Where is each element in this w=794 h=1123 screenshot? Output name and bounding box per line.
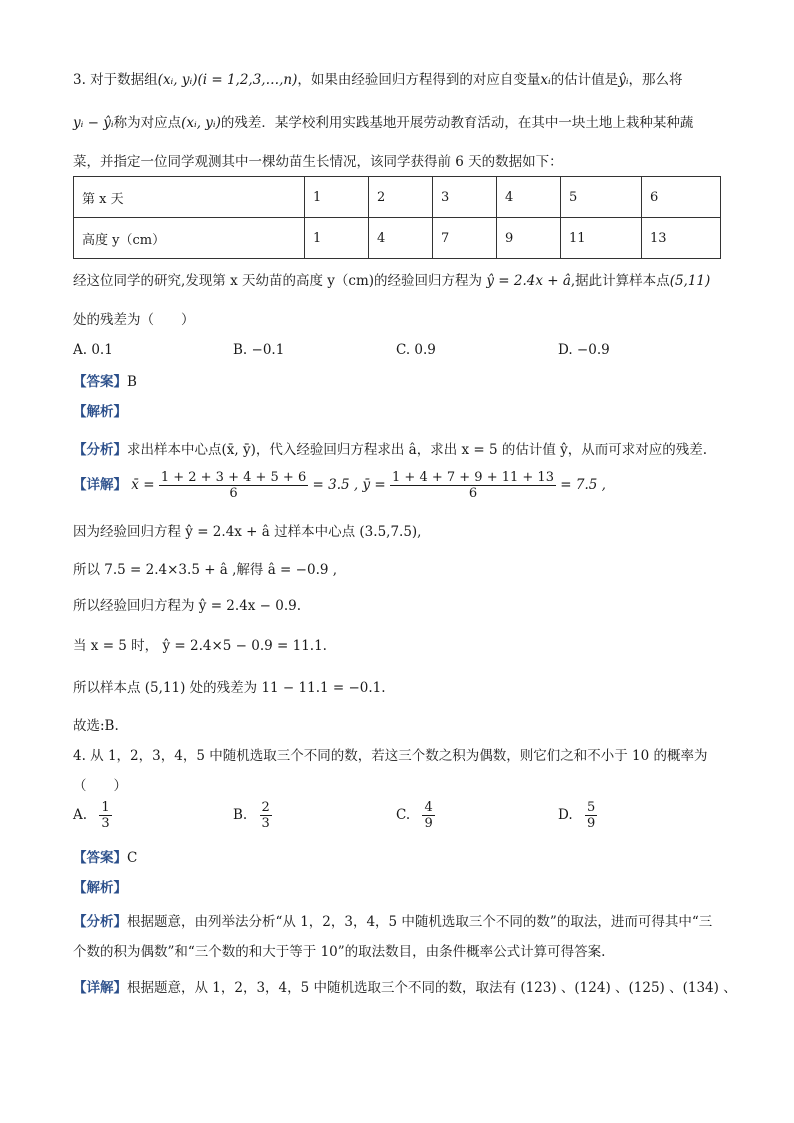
table-cell: 1	[305, 218, 369, 259]
fraction-numerator: 5	[586, 800, 596, 815]
q3-line3: 菜，并指定一位同学观测其中一棵幼苗生长情况，该同学获得前 6 天的数据如下：	[73, 154, 563, 170]
q3-step1: 因为经验回归方程 ŷ = 2.4x + â 过样本中心点 (3.5,7.5),	[73, 524, 422, 540]
q3-text: 的残差．某学校利用实践基地开展劳动教育活动，在其中一块土地上栽种某种蔬	[220, 115, 694, 131]
q3-math-yhat: ŷᵢ	[618, 72, 629, 88]
fenxi-text: 根据题意，由列举法分析“从 1，2，3，4，5 中随机选取三个不同的数”的取法，进而可得其中“三	[127, 914, 713, 930]
fenxi-text: 求出样本中心点(x̄, ȳ)，代入经验回归方程求出 â，求出 x = 5 的估计值 ŷ，从而可求对应的残差.	[127, 442, 708, 458]
q3-math-residual: yᵢ − ŷᵢ	[73, 115, 114, 131]
q4-fenxi-line1	[73, 912, 712, 932]
option-fraction	[99, 800, 111, 831]
table-cell: 5	[561, 177, 642, 218]
option-fraction	[422, 800, 434, 831]
q3-line1	[73, 70, 683, 90]
fenxi-tag: 【分析】	[73, 914, 127, 930]
option-label: D.	[558, 807, 573, 823]
table-cell-label: 高度 y（cm）	[74, 218, 305, 259]
q3-text: 称为对应点	[113, 115, 182, 131]
q3-analysis-heading	[73, 402, 127, 422]
fraction-denominator: 6	[468, 486, 478, 501]
q3-text: 的估计值是	[550, 72, 619, 88]
q3-math-xi: xᵢ	[540, 72, 551, 88]
q3-math-point: (xᵢ, yᵢ)	[181, 115, 221, 131]
option-label: B.	[233, 807, 248, 823]
table-row	[74, 218, 721, 259]
table-row	[74, 177, 721, 218]
table-cell: 9	[497, 218, 561, 259]
answer-value: C	[127, 850, 138, 866]
table-cell: 4	[497, 177, 561, 218]
fraction-xbar	[159, 470, 308, 501]
table-cell-label: 第 x 天	[74, 177, 305, 218]
q4-xiangjie	[73, 978, 737, 998]
fraction-numerator: 1	[101, 800, 110, 815]
table-cell: 13	[642, 218, 721, 259]
q3-option-b: B. −0.1	[233, 342, 285, 358]
answer-tag: 【答案】	[73, 374, 127, 390]
math-xbar: x̄ =	[131, 477, 155, 493]
fraction-denominator: 6	[229, 486, 238, 501]
q3-step4: 当 x = 5 时， ŷ = 2.4×5 − 0.9 = 11.1.	[73, 638, 327, 654]
q4-option-d	[558, 800, 597, 831]
q4-option-a	[73, 800, 112, 831]
q4-options	[73, 800, 673, 844]
fraction-ybar	[390, 470, 556, 501]
table-cell: 7	[433, 218, 497, 259]
answer-tag: 【答案】	[73, 850, 127, 866]
q3-xiangjie	[73, 470, 606, 501]
q3-line5: 处的残差为（ ）	[73, 312, 195, 328]
q3-math-dataset: (xᵢ, yᵢ)(i = 1,2,3,…,n)	[157, 72, 298, 88]
answer-value: B	[127, 374, 137, 390]
q4-line2: （ ）	[73, 778, 127, 794]
fraction-denominator: 9	[586, 816, 596, 831]
xiangjie-tag: 【详解】	[73, 980, 127, 996]
option-fraction	[585, 800, 597, 831]
fraction-numerator: 2	[261, 800, 270, 815]
fenxi-tag: 【分析】	[73, 442, 127, 458]
q3-math-sample-point: (5,11)	[669, 273, 711, 289]
fraction-numerator: 1 + 2 + 3 + 4 + 5 + 6	[160, 470, 307, 485]
xiangjie-tag: 【详解】	[73, 477, 127, 493]
fraction-numerator: 4	[424, 800, 433, 815]
q3-data-table	[73, 176, 721, 259]
table-cell: 1	[305, 177, 369, 218]
q3-answer	[73, 372, 137, 392]
q3-option-d: D. −0.9	[558, 342, 610, 358]
q3-math-equation: ŷ = 2.4x + â	[486, 273, 571, 289]
q3-text: 经这位同学的研究,发现第 x 天幼苗的高度 y（cm)的经验回归方程为	[73, 273, 483, 289]
q3-step5: 所以样本点 (5,11) 处的残差为 11 − 11.1 = −0.1.	[73, 680, 386, 696]
fraction-denominator: 9	[424, 816, 433, 831]
analysis-tag: 【解析】	[73, 404, 127, 420]
q4-line1: 4. 从 1，2，3，4，5 中随机选取三个不同的数，若这三个数之积为偶数，则它们之和不小于 10 的概率为	[73, 748, 708, 764]
math-ybar: = 3.5 , ȳ =	[312, 477, 386, 493]
q3-text: ，如果由经验回归方程得到的对应自变量	[297, 72, 541, 88]
q3-line4	[73, 271, 710, 291]
q3-options	[73, 342, 673, 362]
table-cell: 6	[642, 177, 721, 218]
q3-line2	[73, 113, 693, 133]
table-cell: 2	[369, 177, 433, 218]
q3-prefix: 3. 对于数据组	[73, 72, 158, 88]
q3-step3: 所以经验回归方程为 ŷ = 2.4x − 0.9.	[73, 598, 302, 614]
xiangjie-text: 根据题意，从 1，2，3，4，5 中随机选取三个不同的数，取法有 (123) 、(124) 、(125) 、(134) 、	[127, 980, 737, 996]
q3-fenxi	[73, 440, 707, 460]
q4-option-b	[233, 800, 272, 831]
q3-option-c: C. 0.9	[396, 342, 436, 358]
q4-answer	[73, 848, 137, 868]
q4-analysis-heading	[73, 878, 127, 898]
q4-option-c	[396, 800, 435, 831]
q3-step2: 所以 7.5 = 2.4×3.5 + â ,解得 â = −0.9 ,	[73, 562, 338, 578]
math-result: = 7.5 ,	[560, 477, 606, 493]
analysis-tag: 【解析】	[73, 880, 127, 896]
q3-option-a: A. 0.1	[73, 342, 113, 358]
table-cell: 3	[433, 177, 497, 218]
q4-fenxi-line2: 个数的积为偶数”和“三个数的和大于等于 10”的取法数目，由条件概率公式计算可得答案.	[73, 944, 606, 960]
q3-text: ，那么将	[628, 72, 683, 88]
q3-step6: 故选:B.	[73, 718, 119, 734]
fraction-numerator: 1 + 4 + 7 + 9 + 11 + 13	[392, 470, 554, 485]
table-cell: 4	[369, 218, 433, 259]
option-label: C.	[396, 807, 411, 823]
option-fraction	[260, 800, 272, 831]
fraction-denominator: 3	[261, 816, 270, 831]
fraction-denominator: 3	[101, 816, 110, 831]
table-cell: 11	[561, 218, 642, 259]
option-label: A.	[73, 807, 88, 823]
q3-text: ,据此计算样本点	[570, 273, 670, 289]
